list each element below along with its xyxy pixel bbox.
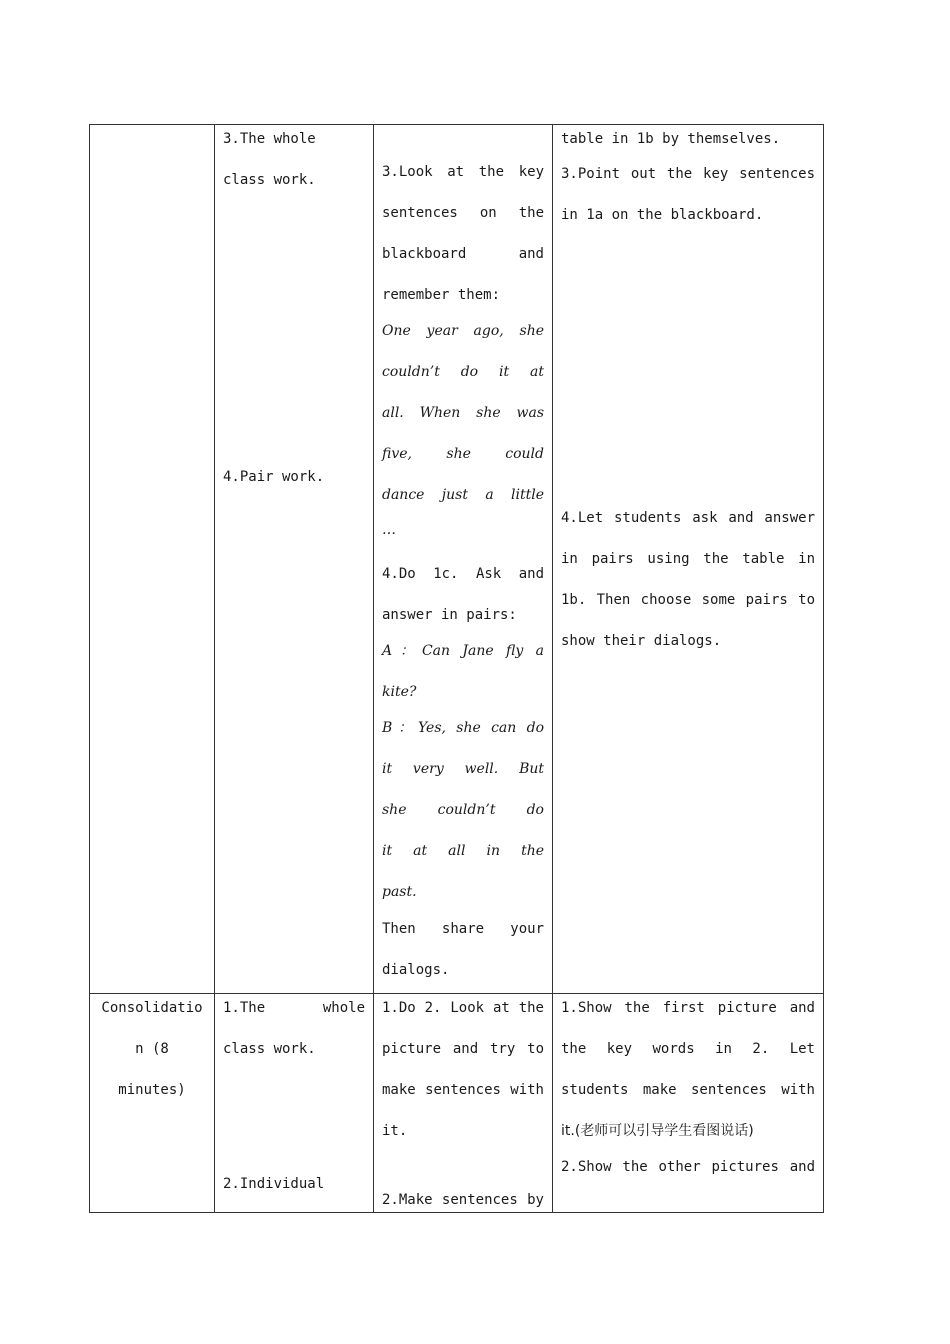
example-line: all. When she was xyxy=(382,405,544,421)
text-line: class work. xyxy=(223,1041,316,1057)
dialog-line: it very well. But xyxy=(382,761,544,777)
text-line: make sentences with xyxy=(382,1082,544,1098)
text-line: answer in pairs: xyxy=(382,607,517,623)
text-line: the key words in 2. Let xyxy=(561,1041,815,1057)
stage-label: n (8 xyxy=(135,1041,169,1057)
text-line: 1.Show the first picture and xyxy=(561,1000,815,1016)
text-line: 1.Do 2. Look at the xyxy=(382,1000,544,1016)
text-line: students make sentences with xyxy=(561,1082,815,1098)
lesson-plan-table xyxy=(89,124,824,1213)
dialog-line: she couldn’t do xyxy=(382,802,544,818)
text-line: table in 1b by themselves. xyxy=(561,131,781,147)
text-line: in 1a on the blackboard. xyxy=(561,207,764,223)
activity-cell xyxy=(374,125,553,994)
text-line: 2.Individual xyxy=(223,1176,325,1192)
text-line: 4.Let students ask and answer xyxy=(561,510,815,526)
dialog-line: past. xyxy=(382,884,417,900)
text-line: blackboard and xyxy=(382,246,544,262)
dialog-line: it at all in the xyxy=(382,843,544,859)
text-line: it. xyxy=(382,1123,408,1139)
text-line: dialogs. xyxy=(382,962,450,978)
dialog-line: kite? xyxy=(382,684,417,700)
text-line: 3.The whole xyxy=(223,131,316,147)
text-line: 1b. Then choose some pairs to xyxy=(561,592,815,608)
dialog-line: A：Can Jane fly a xyxy=(382,643,544,659)
text-line: Then share your xyxy=(382,921,544,937)
text-line: 1.The whole xyxy=(223,1000,365,1016)
text-line: 3.Look at the key xyxy=(382,164,544,180)
teacher-cell xyxy=(553,125,824,994)
text-line: in pairs using the table in xyxy=(561,551,815,567)
text-line: 2.Make sentences by xyxy=(382,1192,544,1208)
text-line: show their dialogs. xyxy=(561,633,722,649)
text-line: sentences on the xyxy=(382,205,544,221)
text-line: class work. xyxy=(223,172,316,188)
text-line: it.(老师可以引导学生看图说话) xyxy=(561,1123,754,1139)
stage-cell xyxy=(90,994,215,1213)
students-cell xyxy=(215,994,374,1213)
example-line: couldn’t do it at xyxy=(382,364,544,380)
stage-label: minutes) xyxy=(118,1082,186,1098)
dialog-line: B：Yes, she can do xyxy=(382,720,544,736)
table-row xyxy=(90,994,824,1213)
text-line: picture and try to xyxy=(382,1041,544,1057)
example-line: … xyxy=(382,522,396,538)
example-line: dance just a little xyxy=(382,487,544,503)
text-line: 4.Do 1c. Ask and xyxy=(382,566,544,582)
stage-label: Consolidatio xyxy=(101,1000,203,1016)
text-line: 2.Show the other pictures and xyxy=(561,1159,815,1175)
example-line: One year ago, she xyxy=(382,323,544,339)
students-cell xyxy=(215,125,374,994)
teacher-cell xyxy=(553,994,824,1213)
text-line: 3.Point out the key sentences xyxy=(561,166,815,182)
activity-cell xyxy=(374,994,553,1213)
text-line: remember them: xyxy=(382,287,501,303)
text-line: 4.Pair work. xyxy=(223,469,325,485)
example-line: five, she could xyxy=(382,446,544,462)
stage-cell xyxy=(90,125,215,994)
table-row xyxy=(90,125,824,994)
